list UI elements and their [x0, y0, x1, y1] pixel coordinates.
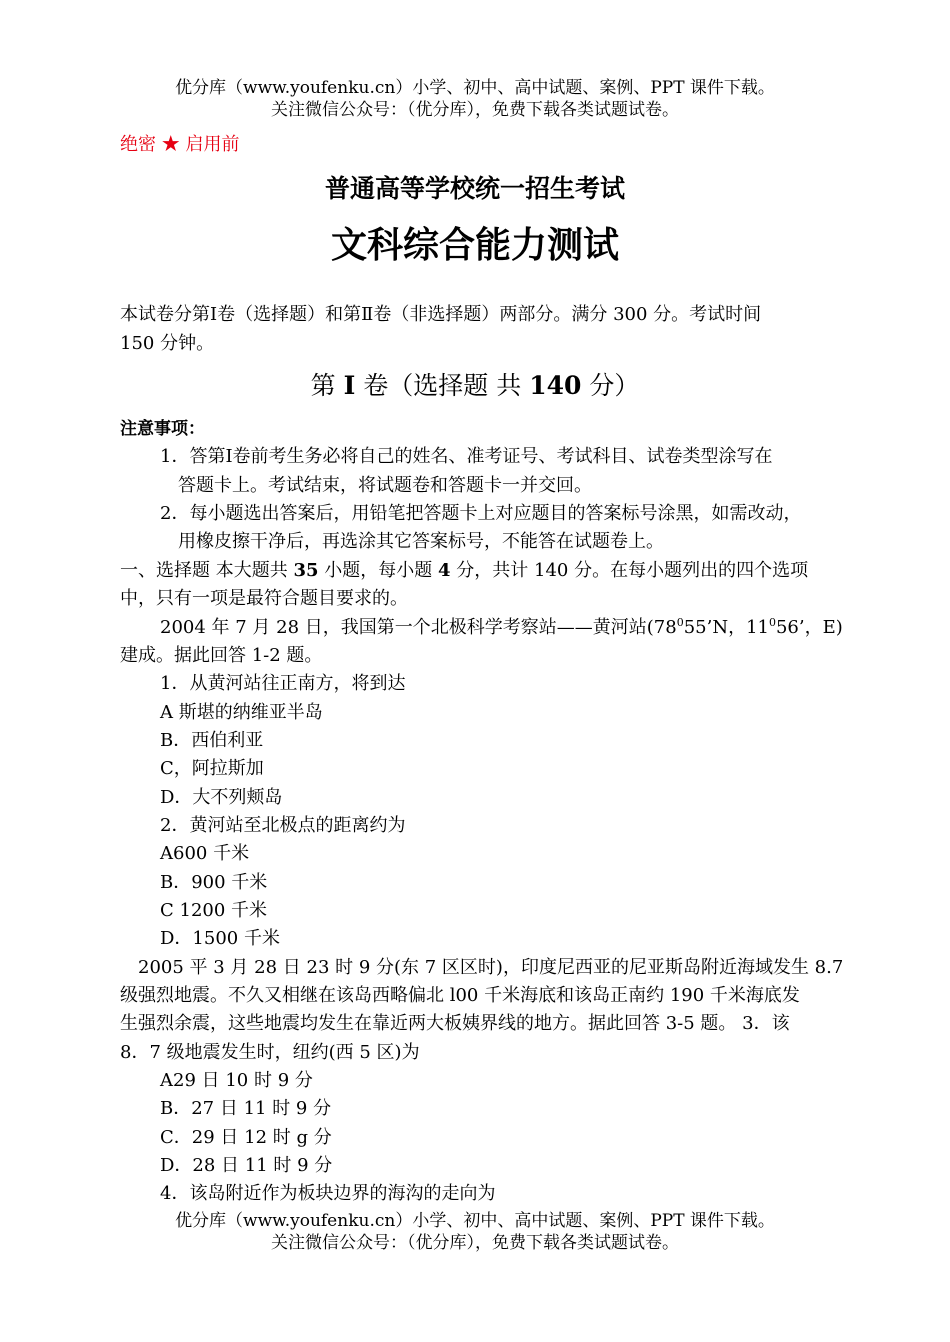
footer-line-1: 优分库（www.youfenku.cn）小学、初中、高中试题、案例、PPT 课件下载。 [175, 1211, 775, 1231]
part1-line-1-b: 小题，每小题 [324, 560, 433, 581]
part1-line-1-c: 分，共计 140 分。在每小题列出的四个选项 [456, 560, 809, 581]
q2-option-d: D．1500 千米 [160, 928, 280, 949]
section-title-prefix: 第 [310, 371, 336, 400]
q2-option-a: A600 千米 [160, 843, 250, 864]
passage1-line-1-b: 55’N，11 [683, 617, 769, 638]
degree-sup-1: 0 [676, 616, 684, 629]
q1-option-d: D．大不列颊岛 [160, 787, 283, 808]
passage1-line-2: 建成。据此回答 1-2 题。 [120, 645, 323, 666]
passage2-line-1: 2005 平 3 月 28 日 23 时 9 分(东 7 区区时)，印度尼西亚的尼亚斯岛附近海域发生 8.7 [138, 957, 844, 978]
section-title [0, 369, 950, 403]
intro-line-2: 150 分钟。 [120, 333, 215, 354]
part1-line-2: 中，只有一项是最符合题目要求的。 [120, 588, 408, 609]
q1-option-b: B．西伯利亚 [160, 730, 264, 751]
q3-option-a: A29 日 10 时 9 分 [160, 1070, 313, 1091]
notice-item-2-line-2: 用橡皮擦干净后，再选涂其它答案标号，不能答在试题卷上。 [178, 531, 664, 552]
q3-option-b: B．27 日 11 时 9 分 [160, 1098, 332, 1119]
q2-option-b: B．900 千米 [160, 872, 268, 893]
notice-item-1-line-1: 1．答第Ⅰ卷前考生务必将自己的姓名、准考证号、考试科目、试卷类型涂写在 [160, 446, 773, 467]
passage1-line-1-c: 56’，E) [775, 617, 843, 638]
q4-stem: 4．该岛附近作为板块边界的海沟的走向为 [160, 1183, 496, 1204]
passage2-line-4: 8．7 级地震发生时，纽约(西 5 区)为 [120, 1042, 420, 1063]
passage2-line-3: 生强烈余震，这些地震均发生在靠近两大板姨界线的地方。据此回答 3-5 题。 3．该 [120, 1013, 790, 1034]
q2-option-c: C 1200 千米 [160, 900, 268, 921]
footer-line-2: 关注微信公众号：（优分库），免费下载各类试题试卷。 [271, 1233, 679, 1253]
notice-item-1-line-2: 答题卡上。考试结束，将试题卷和答题卡一并交回。 [178, 475, 592, 496]
q3-option-d: D．28 日 11 时 9 分 [160, 1155, 333, 1176]
section-title-suffix: 分） [589, 371, 640, 400]
notice-item-2-line-1: 2．每小题选出答案后，用铅笔把答题卡上对应题目的答案标号涂黑，如需改动， [160, 503, 802, 524]
section-title-middle: 卷（选择题 共 [363, 371, 522, 400]
header-line-1: 优分库（www.youfenku.cn）小学、初中、高中试题、案例、PPT 课件下载。 [175, 78, 775, 98]
q3-option-c: C．29 日 12 时 g 分 [160, 1127, 332, 1148]
passage1-line-1 [160, 614, 843, 642]
part1-line-1-a: 一、选择题 本大题共 [120, 560, 288, 581]
passage2-line-2: 级强烈地震。不久又相继在该岛西略偏北 l00 千米海底和该岛正南约 190 千米海底发 [120, 985, 800, 1006]
section-title-roman: I [343, 371, 356, 400]
degree-sup-2: 0 [768, 616, 776, 629]
part1-question-score: 4 [438, 560, 451, 581]
section-title-score: 140 [529, 371, 582, 400]
q1-option-a: A 斯堪的纳维亚半岛 [160, 702, 323, 723]
q1-option-c: C，阿拉斯加 [160, 758, 264, 779]
passage1-line-1-a: 2004 年 7 月 28 日，我国第一个北极科学考察站——黄河站(78 [160, 617, 677, 638]
part1-question-count: 35 [293, 560, 319, 581]
header-line-2: 关注微信公众号：（优分库），免费下载各类试题试卷。 [271, 100, 679, 120]
exam-subtitle: 文科综合能力测试 [330, 225, 619, 266]
exam-title: 普通高等学校统一招生考试 [324, 174, 625, 203]
q1-stem: 1．从黄河站往正南方，将到达 [160, 673, 406, 694]
secret-mark: 绝密 ★ 启用前 [120, 134, 240, 155]
intro-line-1: 本试卷分第Ⅰ卷（选择题）和第Ⅱ卷（非选择题）两部分。满分 300 分。考试时间 [120, 304, 762, 325]
part1-line-1 [120, 557, 808, 585]
notice-heading: 注意事项： [120, 419, 205, 439]
q2-stem: 2．黄河站至北极点的距离约为 [160, 815, 406, 836]
